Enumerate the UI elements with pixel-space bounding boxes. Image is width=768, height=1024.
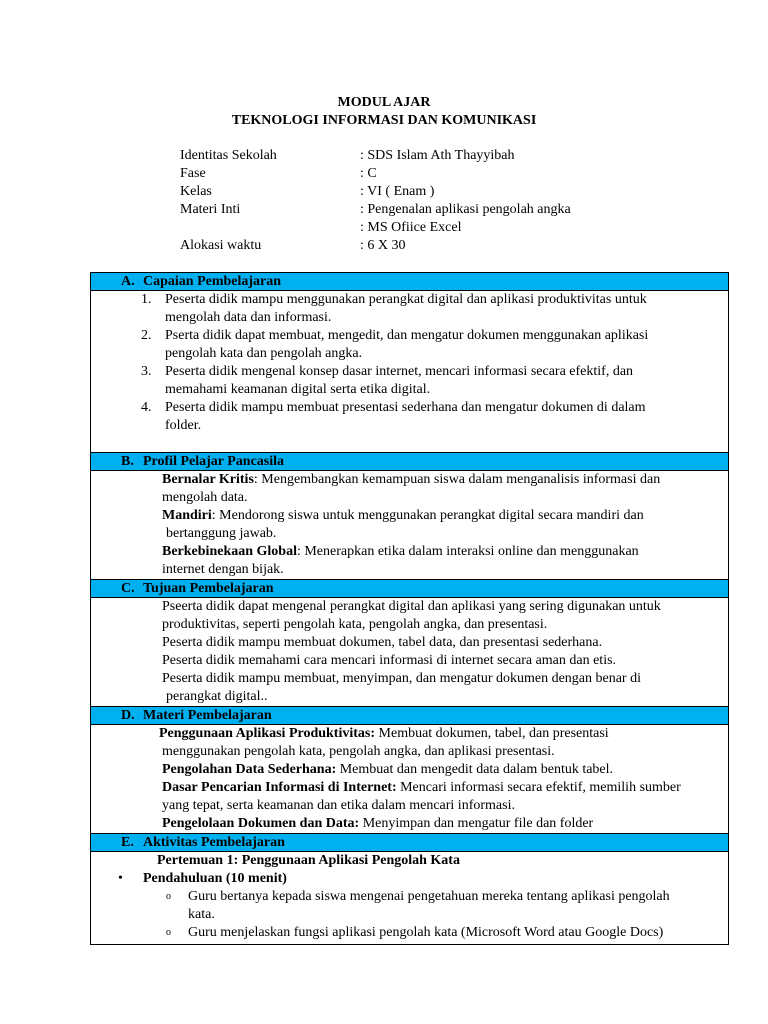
identity-row (180, 219, 571, 237)
section-number: E. (121, 835, 134, 850)
goal-line: Peserta didik mampu membuat, menyimpan, dan mengatur dokumen dengan benar di (162, 671, 641, 686)
item-number: 1. (141, 292, 152, 307)
section-d-body (91, 725, 728, 834)
identity-row (180, 201, 571, 219)
section-b-body (91, 471, 728, 580)
section-a-body (91, 291, 728, 453)
section-number: B. (121, 454, 134, 469)
bullet-icon: • (118, 871, 123, 886)
document-title: MODUL AJAR (337, 95, 431, 110)
bullet-item (91, 870, 728, 888)
material-term: Pengolahan Data Sederhana: (162, 762, 337, 777)
identity-label: Materi Inti (180, 202, 241, 217)
section-title: Aktivitas Pembelajaran (143, 835, 285, 850)
section-b-header (91, 453, 728, 471)
bullet-text: Pendahuluan (10 menit) (143, 871, 287, 886)
list-item (91, 399, 728, 435)
profile-term: Berkebinekaan Global (162, 544, 297, 559)
identity-block (180, 147, 571, 255)
meeting-heading: Pertemuan 1: Penggunaan Aplikasi Pengolah Kata (157, 853, 460, 868)
identity-value: : MS Ofiice Excel (360, 220, 462, 235)
list-item (91, 363, 728, 399)
section-e-header (91, 834, 728, 852)
identity-label: Kelas (180, 184, 212, 199)
identity-label: Identitas Sekolah (180, 148, 277, 163)
material-term: Dasar Pencarian Informasi di Internet: (162, 780, 397, 795)
item-text: Peserta didik mampu membuat presentasi sederhana dan mengatur dokumen di dalam folder. (165, 400, 646, 433)
list-item (91, 327, 728, 363)
item-number: 3. (141, 364, 152, 379)
section-number: D. (121, 708, 135, 723)
identity-value: : 6 X 30 (360, 238, 406, 253)
material-item: Penggunaan Aplikasi Produktivitas: Membuat dokumen, tabel, dan presentasi menggunakan pengolah kata, pengolah angka, dan aplikasi presentasi. (159, 726, 609, 759)
item-number: 2. (141, 328, 152, 343)
profile-term: Bernalar Kritis (162, 472, 254, 487)
identity-row (180, 147, 571, 165)
profile-item: Berkebinekaan Global: Menerapkan etika dalam interaksi online dan menggunakan internet dengan bijak. (162, 544, 639, 577)
goal-line: perangkat digital.. (166, 689, 268, 704)
goal-line: Peserta didik mampu membuat dokumen, tabel data, dan presentasi sederhana. (162, 635, 603, 650)
item-text: Pserta didik dapat membuat, mengedit, dan mengatur dokumen menggunakan aplikasi pengolah kata dan pengolah angka. (165, 328, 649, 361)
sub-item (91, 888, 728, 924)
goal-line: produktivitas, seperti pengolah kata, pengolah angka, dan presentasi. (162, 617, 548, 632)
material-item: Dasar Pencarian Informasi di Internet: Mencari informasi secara efektif, memilih sumber yang tepat, serta keamanan dan etika dalam mencari informasi. (162, 780, 681, 813)
identity-value: : Pengenalan aplikasi pengolah angka (360, 202, 571, 217)
section-title: Profil Pelajar Pancasila (143, 454, 285, 469)
identity-value: : C (360, 166, 377, 181)
sub-item-text: Guru menjelaskan fungsi aplikasi pengolah kata (Microsoft Word atau Google Docs) (188, 925, 664, 940)
identity-row (180, 237, 571, 255)
circle-bullet-icon: o (166, 891, 171, 902)
sub-item-text: Guru bertanya kepada siswa mengenai pengetahuan mereka tentang aplikasi pengolah kata. (188, 889, 670, 922)
list-item (91, 291, 728, 327)
module-table (90, 272, 729, 945)
identity-value: : VI ( Enam ) (360, 184, 435, 199)
sub-item (91, 924, 728, 942)
document-subtitle: TEKNOLOGI INFORMASI DAN KOMUNIKASI (231, 113, 537, 128)
section-c-body (91, 598, 728, 707)
item-text: Peserta didik mengenal konsep dasar internet, mencari informasi secara efektif, dan memahami keamanan digital serta etika digital. (165, 364, 634, 397)
section-title: Tujuan Pembelajaran (143, 581, 274, 596)
material-term: Pengelolaan Dokumen dan Data: (162, 816, 360, 831)
circle-bullet-icon: o (166, 927, 171, 938)
section-number: A. (121, 274, 135, 289)
profile-item: Bernalar Kritis: Mengembangkan kemampuan siswa dalam menganalisis informasi dan mengolah data. (162, 472, 661, 505)
profile-item: Mandiri: Mendorong siswa untuk menggunakan perangkat digital secara mandiri dan bertanggung jawab. (162, 508, 644, 541)
identity-label (180, 219, 360, 237)
item-text: Peserta didik mampu menggunakan perangkat digital dan aplikasi produktivitas untuk mengolah data dan informasi. (165, 292, 647, 325)
material-item: Pengolahan Data Sederhana: Membuat dan mengedit data dalam bentuk tabel. (162, 762, 614, 777)
material-item: Pengelolaan Dokumen dan Data: Menyimpan dan mengatur file dan folder (162, 816, 594, 831)
section-title: Materi Pembelajaran (143, 708, 272, 723)
identity-value: : SDS Islam Ath Thayyibah (360, 148, 515, 163)
identity-row (180, 165, 571, 183)
section-number: C. (121, 581, 135, 596)
section-a-header (91, 273, 728, 291)
material-term: Penggunaan Aplikasi Produktivitas: (159, 726, 376, 741)
identity-row (180, 183, 571, 201)
profile-term: Mandiri (162, 508, 212, 523)
section-title: Capaian Pembelajaran (143, 274, 282, 289)
item-number: 4. (141, 400, 152, 415)
section-c-header (91, 580, 728, 598)
section-e-body (91, 852, 728, 944)
goal-line: Pseerta didik dapat mengenal perangkat digital dan aplikasi yang sering digunakan untuk (162, 599, 661, 614)
section-d-header (91, 707, 728, 725)
identity-label: Alokasi waktu (180, 238, 262, 253)
goal-line: Peserta didik memahami cara mencari informasi di internet secara aman dan etis. (162, 653, 617, 668)
identity-label: Fase (180, 166, 206, 181)
